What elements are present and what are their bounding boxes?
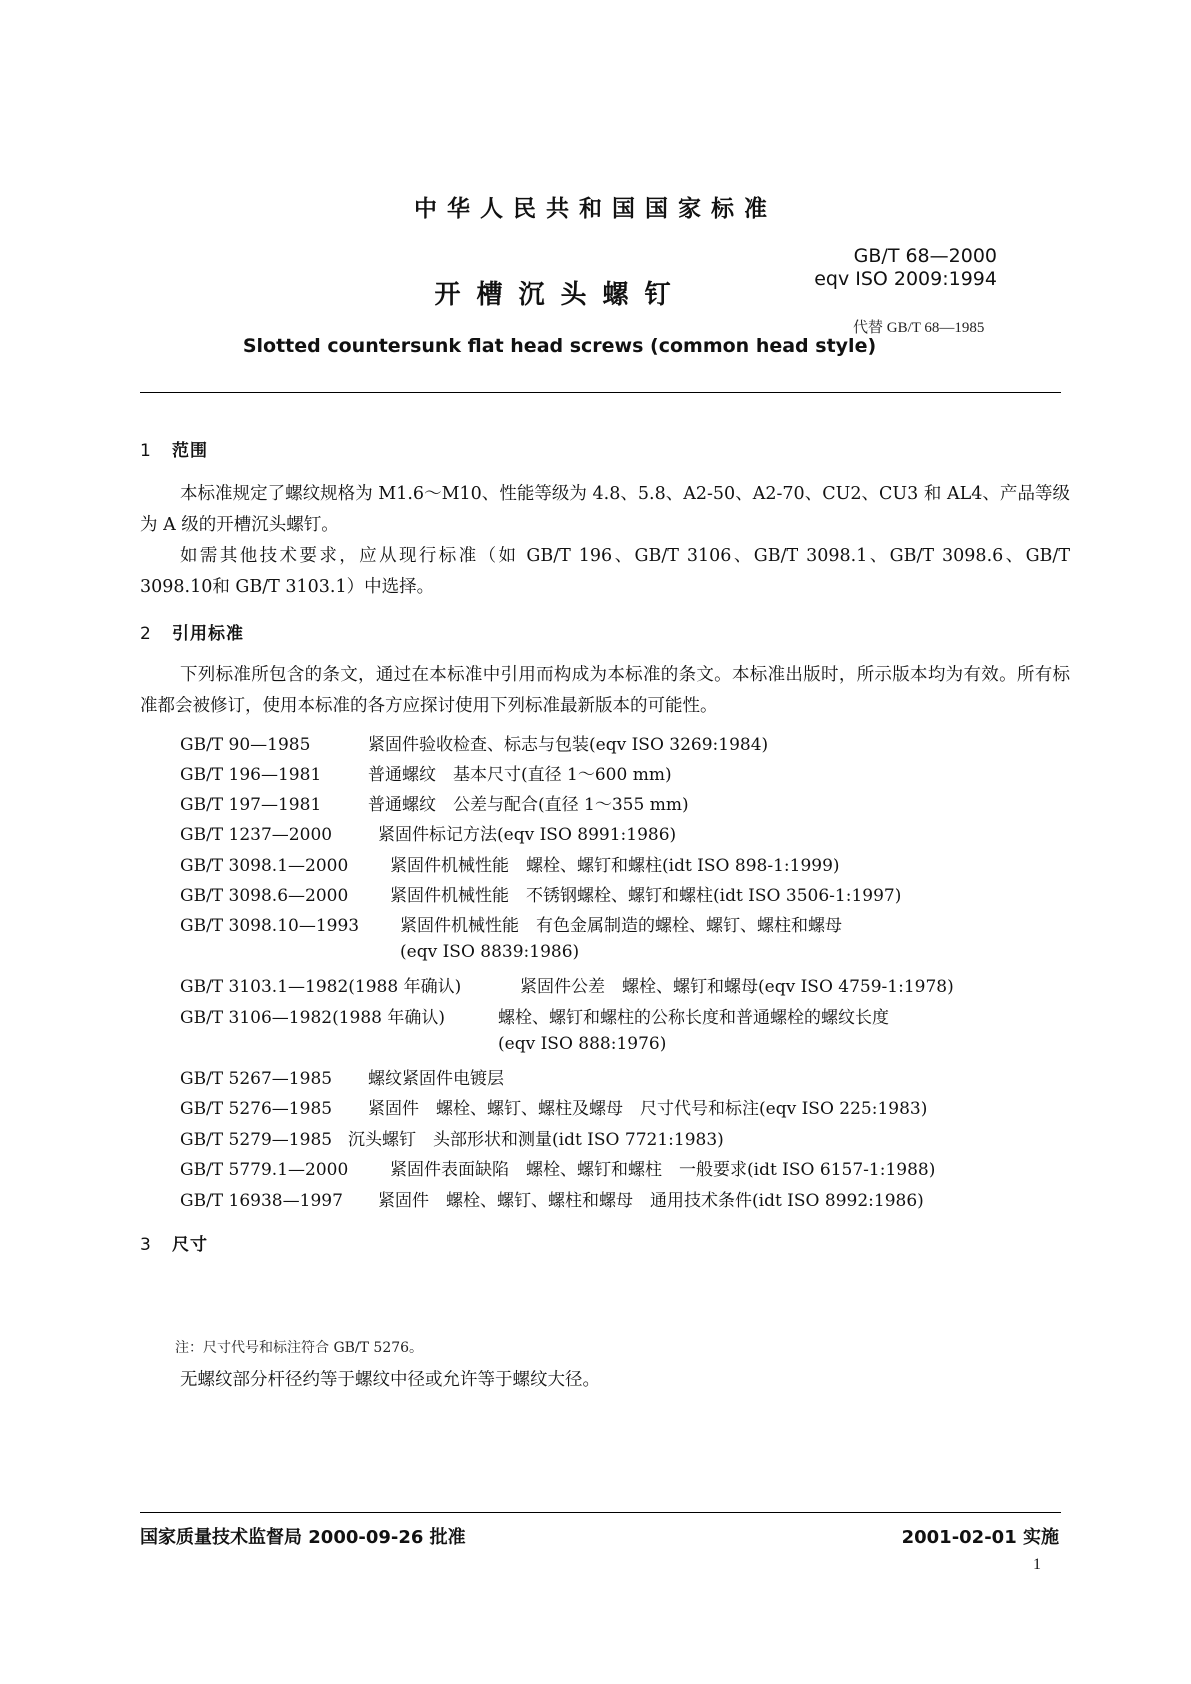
reference-code: GB/T 197—1981 [180, 795, 322, 815]
reference-description: 紧固件机械性能 有色金属制造的螺栓、螺钉、螺柱和螺母 [400, 916, 842, 936]
reference-code: GB/T 90—1985 [180, 735, 311, 755]
reference-description: 紧固件机械性能 螺栓、螺钉和螺柱(idt ISO 898-1:1999) [390, 856, 840, 876]
reference-code: GB/T 3103.1—1982(1988 年确认) [180, 977, 462, 997]
section-title: 引用标准 [172, 624, 244, 644]
reference-item [180, 1094, 927, 1119]
section-number: 1 [140, 441, 151, 461]
standard-code: GB/T 68—2000 [853, 245, 997, 267]
reference-item [180, 911, 842, 936]
section-3-heading [140, 1230, 208, 1255]
effective-date-line: 2001-02-01 实施 [901, 1527, 1059, 1548]
reference-description: 紧固件 螺栓、螺钉、螺柱及螺母 尺寸代号和标注(eqv ISO 225:1983) [368, 1099, 928, 1119]
scope-paragraph-2: 如需其他技术要求，应从现行标准（如 GB/T 196、GB/T 3106、GB/T 3098.1、GB/T 3098.6、GB/T 3098.10和 GB/T 3103.1）中选择。 [140, 546, 1070, 597]
reference-item [180, 851, 840, 876]
section-title: 尺寸 [172, 1235, 208, 1255]
reference-code: GB/T 3106—1982(1988 年确认) [180, 1008, 446, 1028]
reference-continuation: (eqv ISO 888:1976) [498, 1034, 667, 1054]
reference-description: 螺栓、螺钉和螺柱的公称长度和普通螺栓的螺纹长度 [498, 1008, 889, 1028]
dimension-text: 无螺纹部分杆径约等于螺纹中径或允许等于螺纹大径。 [180, 1370, 600, 1390]
reference-code: GB/T 5267—1985 [180, 1069, 333, 1089]
reference-description: 紧固件标记方法(eqv ISO 8991:1986) [378, 825, 677, 845]
reference-description: 普通螺纹 公差与配合(直径 1～355 mm) [368, 795, 689, 815]
reference-description: 紧固件表面缺陷 螺栓、螺钉和螺柱 一般要求(idt ISO 6157-1:1988) [390, 1160, 936, 1180]
standard-code-block [814, 245, 997, 291]
reference-code: GB/T 196—1981 [180, 765, 322, 785]
reference-item [180, 881, 901, 906]
reference-description: 沉头螺钉 头部形状和测量(idt ISO 7721:1983) [348, 1130, 724, 1150]
section-number: 2 [140, 624, 151, 644]
replaces-standard: 代替 GB/T 68—1985 [853, 320, 985, 336]
reference-item [180, 760, 672, 785]
reference-description: 紧固件机械性能 不锈钢螺栓、螺钉和螺柱(idt ISO 3506-1:1997) [390, 886, 902, 906]
reference-code: GB/T 5276—1985 [180, 1099, 333, 1119]
reference-description: 螺纹紧固件电镀层 [368, 1069, 504, 1089]
reference-code: GB/T 3098.6—2000 [180, 886, 349, 906]
reference-code: GB/T 1237—2000 [180, 825, 333, 845]
approval-line: 国家质量技术监督局 2000-09-26 批准 [140, 1527, 466, 1548]
dimension-note: 注：尺寸代号和标注符合 GB/T 5276。 [175, 1340, 424, 1356]
document-title-en-text: Slotted countersunk flat head screws (common head style) [242, 335, 877, 357]
references-intro: 下列标准所包含的条文，通过在本标准中引用而构成为本标准的条文。本标准出版时，所示版本均为有效。所有标准都会被修订，使用本标准的各方应探讨使用下列标准最新版本的可能性。 [140, 665, 1070, 716]
reference-item [180, 730, 768, 755]
document-title-zh-text: 开槽沉头螺钉 [434, 280, 687, 310]
section-1-heading [140, 436, 208, 461]
reference-item [180, 1125, 724, 1150]
footer-divider [140, 1512, 1061, 1513]
reference-code: GB/T 5279—1985 [180, 1130, 333, 1150]
reference-item [180, 1186, 924, 1211]
reference-code: GB/T 3098.10—1993 [180, 916, 360, 936]
section-number: 3 [140, 1235, 151, 1255]
document-title-en [0, 335, 1191, 357]
section-title: 范围 [172, 441, 208, 461]
reference-description: 紧固件公差 螺栓、螺钉和螺母(eqv ISO 4759-1:1978) [520, 977, 954, 997]
national-standard-heading: 中华人民共和国国家标准 [414, 196, 777, 222]
section-2-heading [140, 619, 244, 644]
header-divider [140, 392, 1061, 393]
page-number: 1 [1033, 1556, 1041, 1573]
document-title-zh [0, 274, 1191, 311]
reference-description: 紧固件验收检查、标志与包装(eqv ISO 3269:1984) [368, 735, 769, 755]
reference-item [180, 1155, 935, 1180]
reference-code: GB/T 16938—1997 [180, 1191, 343, 1211]
reference-item [180, 1003, 889, 1028]
equivalent-standard: eqv ISO 2009:1994 [814, 268, 997, 290]
scope-paragraph-1: 本标准规定了螺纹规格为 M1.6～M10、性能等级为 4.8、5.8、A2-50、A2-70、CU2、CU3 和 AL4、产品等级为 A 级的开槽沉头螺钉。 [140, 484, 1070, 535]
reference-description: 紧固件 螺栓、螺钉、螺柱和螺母 通用技术条件(idt ISO 8992:1986) [378, 1191, 924, 1211]
reference-item [180, 820, 676, 845]
reference-code: GB/T 5779.1—2000 [180, 1160, 349, 1180]
reference-item [180, 972, 954, 997]
reference-description: 普通螺纹 基本尺寸(直径 1～600 mm) [368, 765, 672, 785]
reference-continuation: (eqv ISO 8839:1986) [400, 942, 580, 962]
reference-code: GB/T 3098.1—2000 [180, 856, 349, 876]
reference-item [180, 790, 689, 815]
reference-item [180, 1064, 504, 1089]
